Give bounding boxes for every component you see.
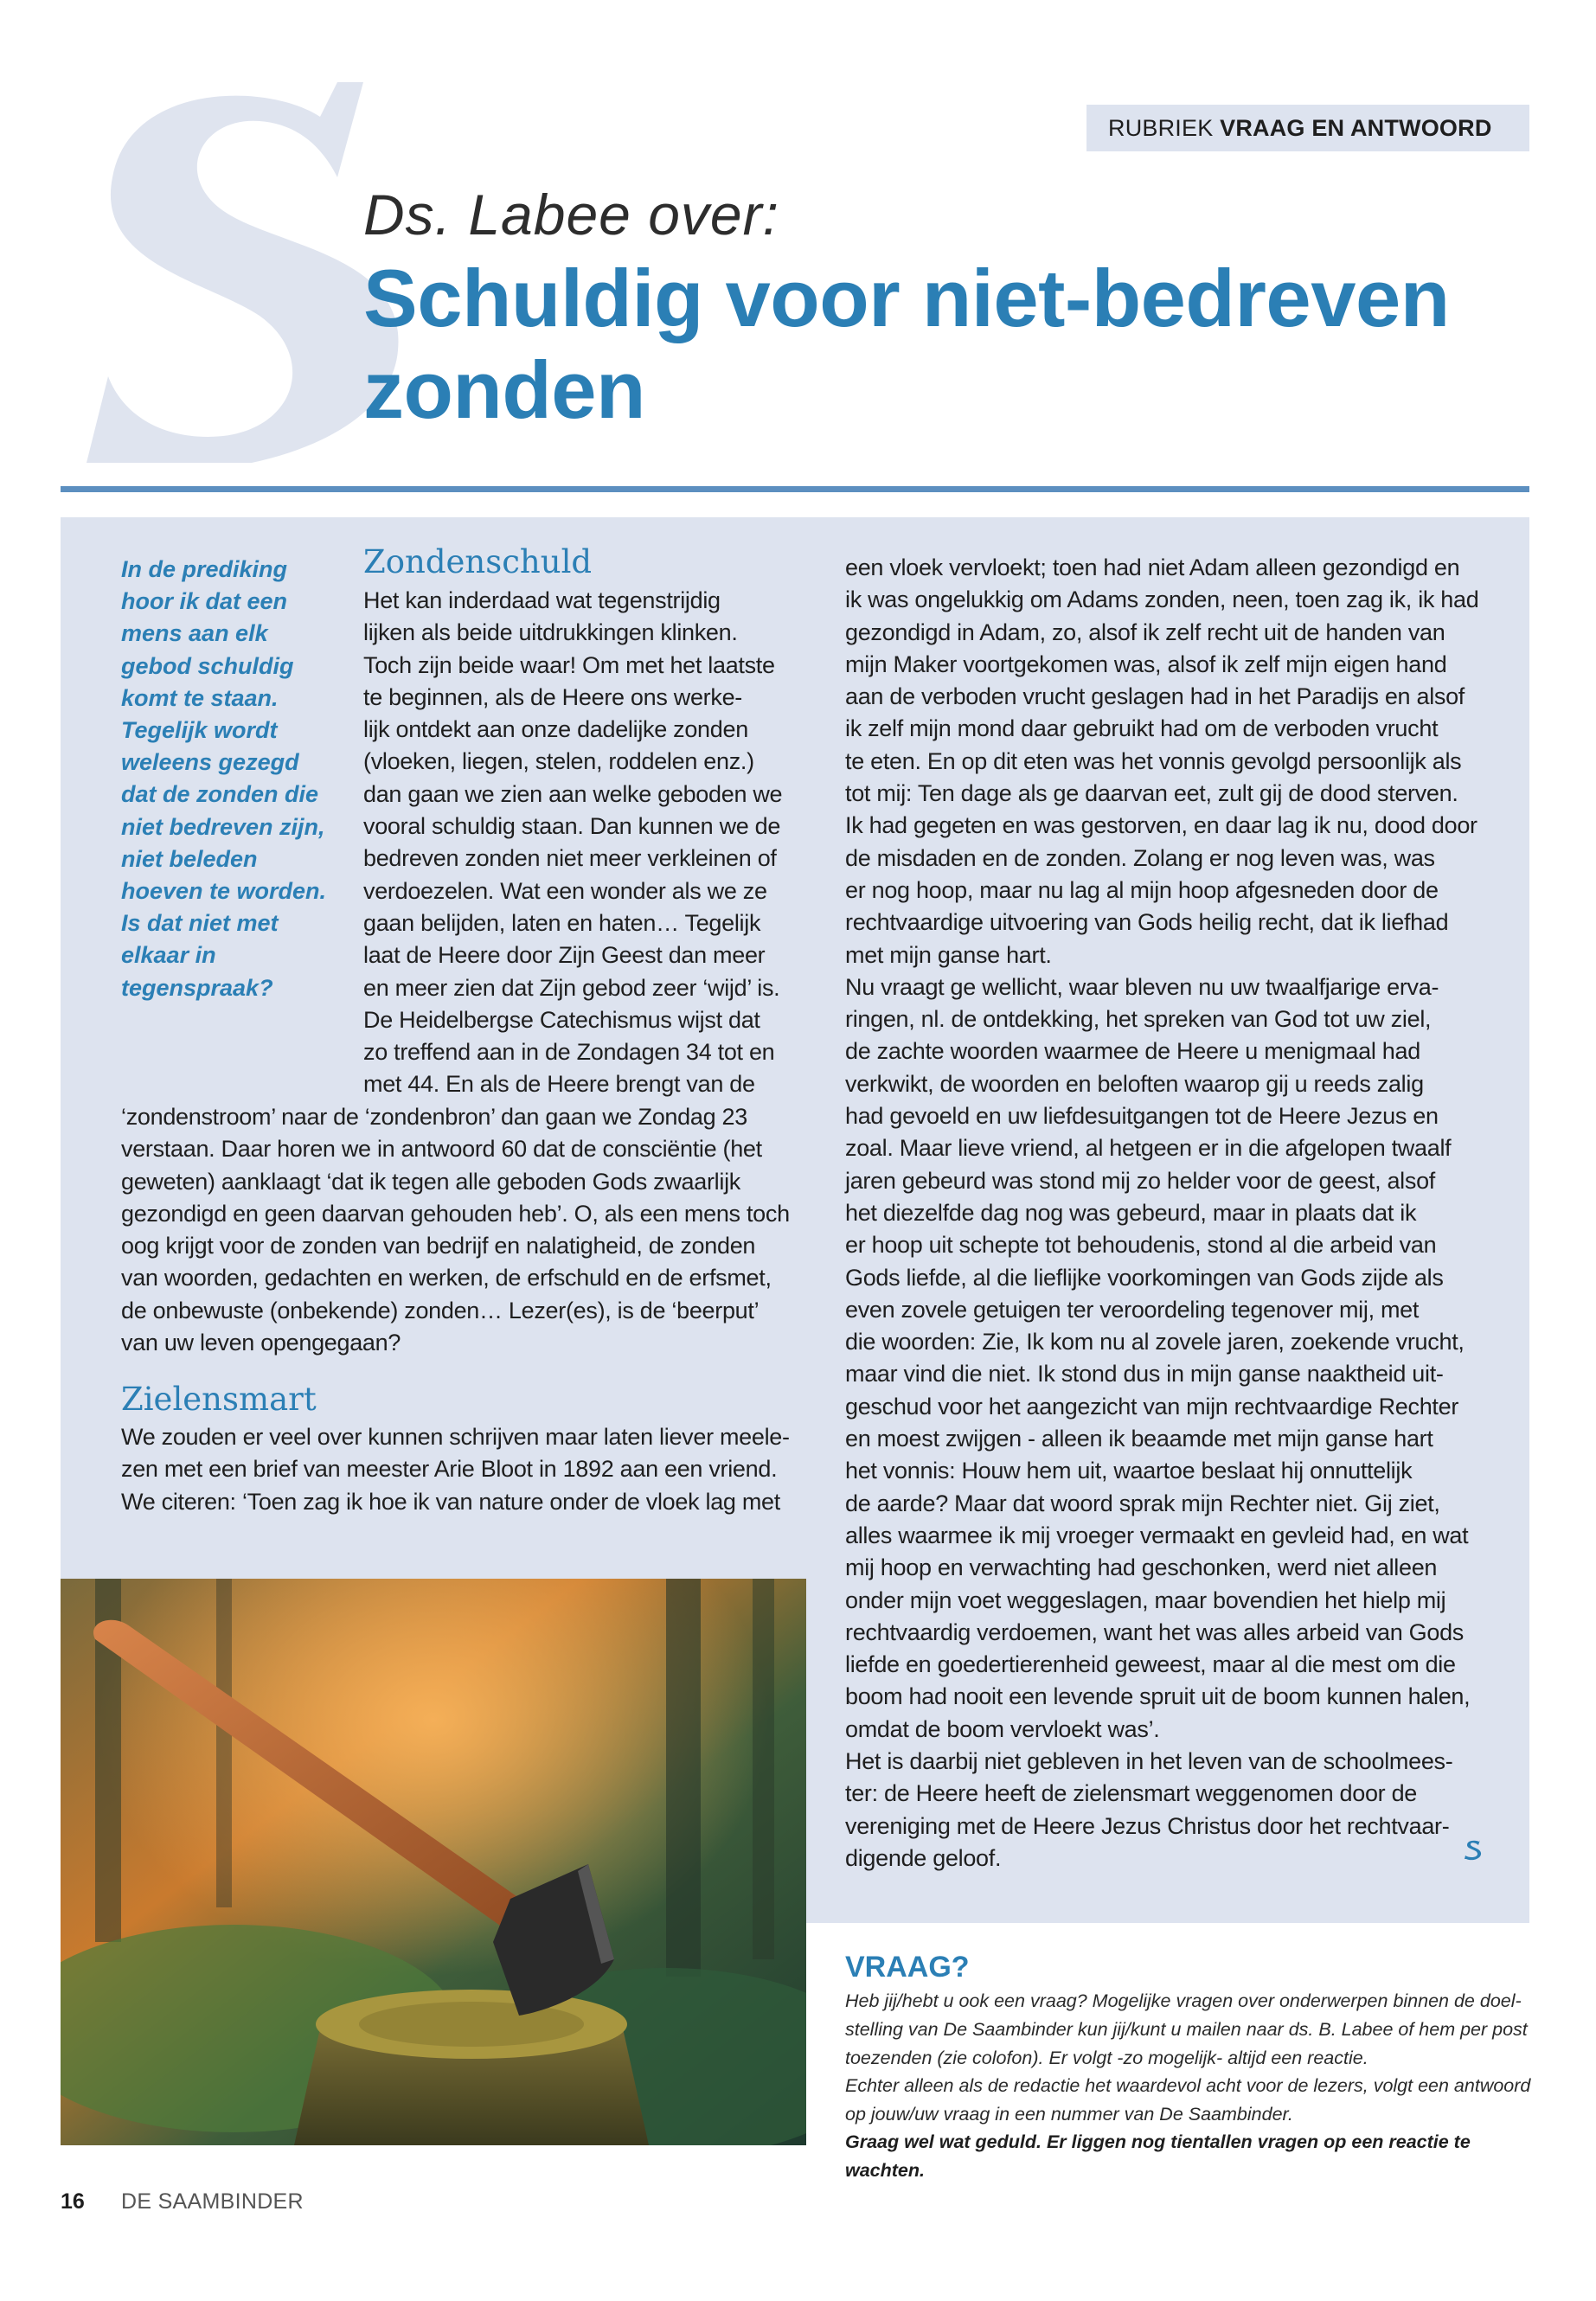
rubriek-name: VRAAG EN ANTWOORD xyxy=(1220,115,1492,141)
title-divider xyxy=(61,486,1529,492)
page-number: 16 xyxy=(61,2189,85,2214)
article-title: Schuldig voor niet-bedreven zonden xyxy=(363,253,1450,435)
section-heading-zondenschuld: Zondenschuld xyxy=(363,543,593,580)
axe-in-stump-image xyxy=(61,1579,806,2145)
rubriek-label xyxy=(1086,105,1529,151)
pull-quote: In de prediking hoor ik dat een mens aan elk gebod schuldig komt te staan. Tegelijk wordt weleens gezegd dat de zonden die niet bedreven zijn, niet beleden hoeven te worden. Is dat niet met elkaar in tegenspraak? xyxy=(121,556,327,1001)
rubriek-prefix: RUBRIEK xyxy=(1108,115,1221,141)
vraag-title: VRAAG? xyxy=(845,1951,970,1984)
vraag-note: Graag wel wat geduld. Er liggen nog tientallen vragen op een reactie te wachten. xyxy=(845,2131,1471,2181)
section1-body-narrow: Het kan inderdaad wat tegenstrijdig lijken als beide uitdrukkingen klinken. Toch zijn beide waar! Om met het laatste te beginnen, als de Heere ons werke- lijk ontdekt aan onze dadelijke zonden (vloeken, liegen, stelen, roddelen enz.) dan gaan we zien aan welke geboden we vooral schuldig staan. Dan kunnen we de bedreven zonden niet meer verkleinen of verdoezelen. Wat een wonder als we ze gaan belijden, laten en haten… Tegelijk laat de Heere door Zijn Geest dan meer en meer zien dat Zijn gebod zeer ‘wijd’ is. De Heidelbergse Catechismus wijst dat zo treffend aan in de Zondagen 34 tot en met 44. En als de Heere brengt van de xyxy=(363,587,783,1098)
article-subtitle: Ds. Labee over: xyxy=(363,183,779,247)
saambinder-s-icon xyxy=(1462,1838,1484,1861)
magazine-name: DE SAAMBINDER xyxy=(121,2189,304,2214)
right-column-body: een vloek vervloekt; toen had niet Adam alleen gezondigd en ik was ongelukkig om Adams zonden, neen, toen zag ik, ik had gezondigd in Adam, zo, alsof ik zelf recht uit de handen van mijn Maker voortgekomen was, alsof ik zelf mijn eigen hand aan de verboden vrucht geslagen had in het Paradijs en alsof ik zelf mijn mond daar gebruikt had om de verboden vrucht te eten. En op dit eten was het vonnis gevolgd persoonlijk als tot mij: Ten dage als ge daarvan eet, zult gij de dood sterven. Ik had gegeten en was gestorven, en daar lag ik nu, dood door de misdaden en de zonden. Zolang er nog leven was, was er nog hoop, maar nu lag al mijn hoop afgesneden door de rechtvaardige uitvoering van Gods heilig recht, dat ik liefhad met mijn ganse hart. Nu vraagt ge wellicht, waar bleven nu uw twaalfjarige erva- ringen, nl. de ontdekking, het spreken van God tot uw ziel, de zachte woorden waarmee de Heere u menigmaal had verkwikt, de woorden en beloften waarop gij u reeds zalig had gevoeld en uw liefdesuitgangen tot de Heere Jezus en zoal. Maar lieve vriend, al hetgeen er in die afgelopen twaalf jaren gebeurd was stond mij zo helder voor de geest, alsof het diezelfde dag nog was gebeurd, maar in plaats dat ik er hoop uit schepte tot behoudenis, stond al die arbeid van Gods liefde, al die lieflijke voorkomingen van Gods zijde als even zovele getuigen ter veroordeling tegenover mij, met die woorden: Zie, Ik kom nu al zovele jaren, zoekende vrucht, maar vind die niet. Ik stond dus in mijn ganse naaktheid uit- geschud voor het aangezicht van mijn rechtvaardige Rechter en moest zwijgen - alleen ik beaamde met mijn ganse hart het vonnis: Houw hem uit, waartoe beslaat hij onnuttelijk de aarde? Maar dat woord sprak mijn Rechter niet. Gij ziet, alles waarmee ik mij vroeger vermaakt en gevleid had, en wat mij hoop en verwachting had geschonken, werd niet alleen onder mijn voet weggeslagen, maar bovendien het hielp mij rechtvaardig verdoemen, want het was alles arbeid van Gods liefde en goedertierenheid geweest, maar al die mest om die boom had nooit een levende spruit uit de boom kunnen halen, omdat de boom vervloekt was’. Het is daarbij niet gebleven in het leven van de schoolmees- ter: de Heere heeft de zielensmart weggenomen door de vereniging met de Heere Jezus Christus door het rechtvaar- digende geloof. xyxy=(845,554,1479,1871)
vraag-body: Heb jij/hebt u ook een vraag? Mogelijke vragen over onderwerpen binnen de doel- stelling van De Saambinder kun jij/kunt u mailen naar ds. B. Labee of hem per post toezenden (zie colofon). Er volgt -zo mogelijk- altijd een reactie. Echter alleen als de redactie het waardevol acht voor de lezers, volgt een antwoord op jouw/uw vraag in een nummer van De Saambinder. xyxy=(845,1990,1531,2125)
section1-body-wide: ‘zondenstroom’ naar de ‘zondenbron’ dan gaan we Zondag 23 verstaan. Daar horen we in antwoord 60 dat de consciëntie (het geweten) aanklaagt ‘dat ik tegen alle geboden Gods zwaarlijk gezondigd en geen daarvan gehouden heb’. O, als een mens toch oog krijgt voor de zonden van bedrijf en nalatigheid, de zonden van woorden, gedachten en werken, de erfschuld en de erfsmet, de onbewuste (onbekende) zonden… Lezer(es), is de ‘beerput’ van uw leven opengegaan? xyxy=(121,1104,790,1356)
section-heading-zielensmart: Zielensmart xyxy=(121,1381,317,1418)
section2-body: We zouden er veel over kunnen schrijven maar laten liever meele- zen met een brief van meester Arie Bloot in 1892 aan een vriend. We citeren: ‘Toen zag ik hoe ik van nature onder de vloek lag met xyxy=(121,1424,790,1515)
